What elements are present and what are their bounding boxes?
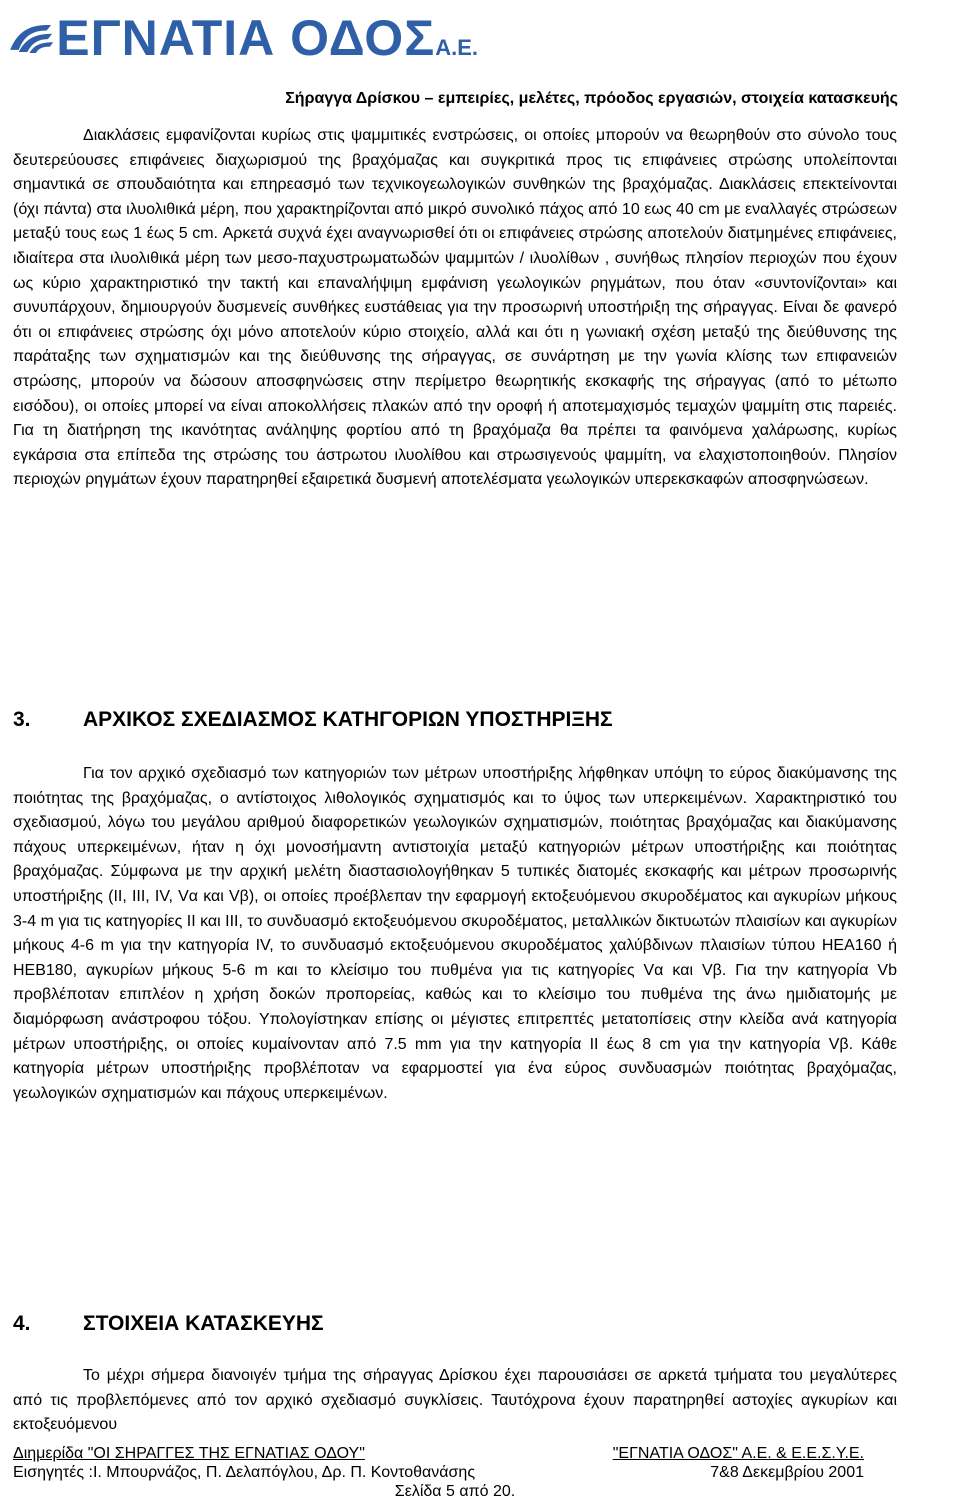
intro-paragraph: Διακλάσεις εμφανίζονται κυρίως στις ψαμμιτικές ενστρώσεις, οι οποίες μπορούν να θεωρηθούν στο σύνολο τους δευτερεύουσες επιφάνειες διαχωρισμού της βραχόμαζας και συγκριτικά προς τις επιφάνειες στρώσης υπολείπονται σημαντικά σε σπουδαιότητα και επηρεασμό των τεχνικογεωλογικών συνθηκών της βραχόμαζας. Διακλάσεις επεκτείνονται (όχι πάντα) στα ιλυολιθικά μέρη, που χαρακτηρίζονται από μικρό συνολικό πάχος από 10 εως 40 cm με εναλλαγές στρώσεων μεταξύ τους εως 1 έως 5 cm. Αρκετά συχνά έχει αναγνωρισθεί ότι οι επιφάνειες στρώσης αποτελούν διατμημένες επιφάνειες, ιδιαίτερα στα ιλυολιθικά μέρη των μεσο-παχυστρωματωδών ψαμμιτών / ιλυολίθων , συνήθως πλησίον περιοχών που έχουν ως κύριο χαρακτηριστικό την τακτή και επαναλήψιμη εμφάνιση γεωλογικών ρηγμάτων, που όταν «συντονίζονται» και συνυπάρχουν, δημιουργούν δυσμενείς συνθήκες ευστάθειας για την προσωρινή υποστήριξη της σήραγγας. Είναι δε φανερό ότι οι επιφάνειες στρώσης όχι μόνο αποτελούν κύριο στοιχείο, αλλά και ότι η γωνιακή σχέση μεταξύ της διεύθυνσης της παράταξης των σχηματισμών και της διεύθυνσης της σήραγγας, σε συνάρτηση με την γωνία κλίσης των επιφανειών στρώσης, μπορούν να δώσουν αποσφηνώσεις στην περίμετρο θεωρητικής εκσκαφής της σήραγγας (από το μέτωπο εισόδου), οι οποίες μπορεί να είναι αποκολλήσεις πλακών από την οροφή ή αποτεμαχισμός τεμαχών ψαμμίτη στις παρειές. Για τη διατήρηση της ικανότητας ανάληψης φορτίου από τη βραχόμαζα θα πρέπει τα φαινόμενα χαλάρωσης, κυρίως εγκάρσια στα επίπεδα της στρώσης του άστρωτου ιλυολίθου και στρωσιγενούς ψαμμίτη, να ελαχιστοποιηθούν. Πλησίον περιοχών ρηγμάτων έχουν παρατηρηθεί εξαιρετικά δυσμενή αποτελέσματα γεωλογικών υπερεκσκαφών αποσφηνώσεων. — [13, 127, 897, 489]
footer-event: Διημερίδα "ΟΙ ΣΗΡΑΓΓΕΣ ΤΗΣ ΕΓΝΑΤΙΑΣ ΟΔΟΥ" — [13, 1445, 365, 1462]
section-4-paragraph: Το μέχρι σήμερα διανοιγέν τμήμα της σήραγγας Δρίσκου έχει παρουσιάσει σε αρκετά τμήματα του μεγαλύτερες από τις προβλεπόμενες από τον αρχικό σχεδιασμό συγκλίσεις. Ταυτόχρονα έχουν παρατηρηθεί αστοχίες αγκυρίων και εκτοξευόμενου — [13, 1367, 897, 1434]
page-footer — [13, 1444, 897, 1501]
footer-speakers: Εισηγητές :Ι. Μπουρνάζος, Π. Δελαπόγλου, Δρ. Π. Κοντοθανάσης — [13, 1464, 476, 1481]
footer-page-number: Σελίδα 5 από 20. — [394, 1483, 516, 1500]
logo-wordmark — [56, 10, 478, 66]
footer-organizers: "ΕΓΝΑΤΙΑ ΟΔΟΣ" Α.Ε. & Ε.Ε.Σ.Υ.Ε. — [612, 1445, 864, 1462]
section-4-number: 4. — [13, 1312, 31, 1335]
footer-date: 7&8 Δεκεμβρίου 2001 — [710, 1464, 864, 1481]
logo-suffix: Α.Ε. — [435, 35, 478, 60]
section-3-title: ΑΡΧΙΚΟΣ ΣΧΕΔΙΑΣΜΟΣ ΚΑΤΗΓΟΡΙΩΝ ΥΠΟΣΤΗΡΙΞΗΣ — [83, 708, 613, 731]
section-3-number: 3. — [13, 708, 31, 731]
footer-row-event — [13, 1444, 897, 1463]
section-3-paragraph: Για τον αρχικό σχεδιασμό των κατηγοριών των μέτρων υποστήριξης λήφθηκαν υπόψη το εύρος διακύμανσης της ποιότητας της βραχόμαζας, ο αντίστοιχος λιθολογικός σχηματισμός και το ύψος των υπερκειμένων. Χαρακτηριστικό του σχεδιασμού, λόγω του μεγάλου αριθμού διαφορετικών γεωλογικών σχηματισμών, ποιότητας βραχόμαζας και διακύμανσης πάχους υπερκειμένων, ήταν η όχι μονοσήμαντη αντιστοιχία μεταξύ κατηγοριών μέτρων υποστήριξης και ποιότητας βραχόμαζας. Σύμφωνα με την αρχική μελέτη διαστασιολογήθηκαν 5 τυπικές διατομές εκσκαφής και μέτρων προσωρινής υποστήριξης (II, III, IV, Vα και Vβ), οι οποίες προέβλεπαν την εφαρμογή εκτοξευόμενου σκυροδέματος και αγκυρίων μήκους 3-4 m για τις κατηγορίες II και III, το συνδυασμό εκτοξευόμενου σκυροδέματος, μεταλλικών δικτυωτών πλαισίων και αγκυρίων μήκους 4-6 m για την κατηγορία IV, το συνδυασμό εκτοξευόμενου σκυροδέματος χαλύβδινων πλαισίων τύπου HEA160 ή HEB180, αγκυρίων μήκους 5-6 m και το κλείσιμο του πυθμένα για τις κατηγορίες Vα και Vβ. Για την κατηγορία Vb προβλέποταν επιπλέον η χρήση δοκών προπορείας, καθώς και το κλείσιμο του πυθμένα της άνω ημιδιατομής με διαμόρφωση ανάστροφου τόξου. Υπολογίστηκαν επίσης οι μέγιστες επιτρεπτές μετατοπίσεις στην κλείδα ανά κατηγορία μέτρων υποστήριξης, οι οποίες κυμαίνονταν από 7.5 mm για την κατηγορία II έως 8 cm για την κατηγορία Vβ. Κάθε κατηγορία μέτρων υποστήριξης προβλέποταν να εφαρμοστεί για ένα εύρος συνδυασμών ποιότητας βραχόμαζας, γεωλογικών σχηματισμών και πάχους υπερκειμένων. — [13, 765, 897, 1102]
section-3-heading — [13, 708, 613, 732]
logo-name: ΕΓΝΑΤΙΑ ΟΔΟΣ — [56, 10, 436, 66]
footer-row-speakers — [13, 1463, 897, 1482]
section-4-title: ΣΤΟΙΧΕΙΑ ΚΑΤΑΣΚΕΥΗΣ — [83, 1312, 324, 1335]
logo-emblem-icon — [8, 8, 54, 68]
section-4-heading — [13, 1312, 324, 1336]
document-header-title: Σήραγγα Δρίσκου – εμπειρίες, μελέτες, πρόοδος εργασιών, στοιχεία κατασκευής — [285, 90, 898, 107]
company-logo — [8, 6, 478, 70]
